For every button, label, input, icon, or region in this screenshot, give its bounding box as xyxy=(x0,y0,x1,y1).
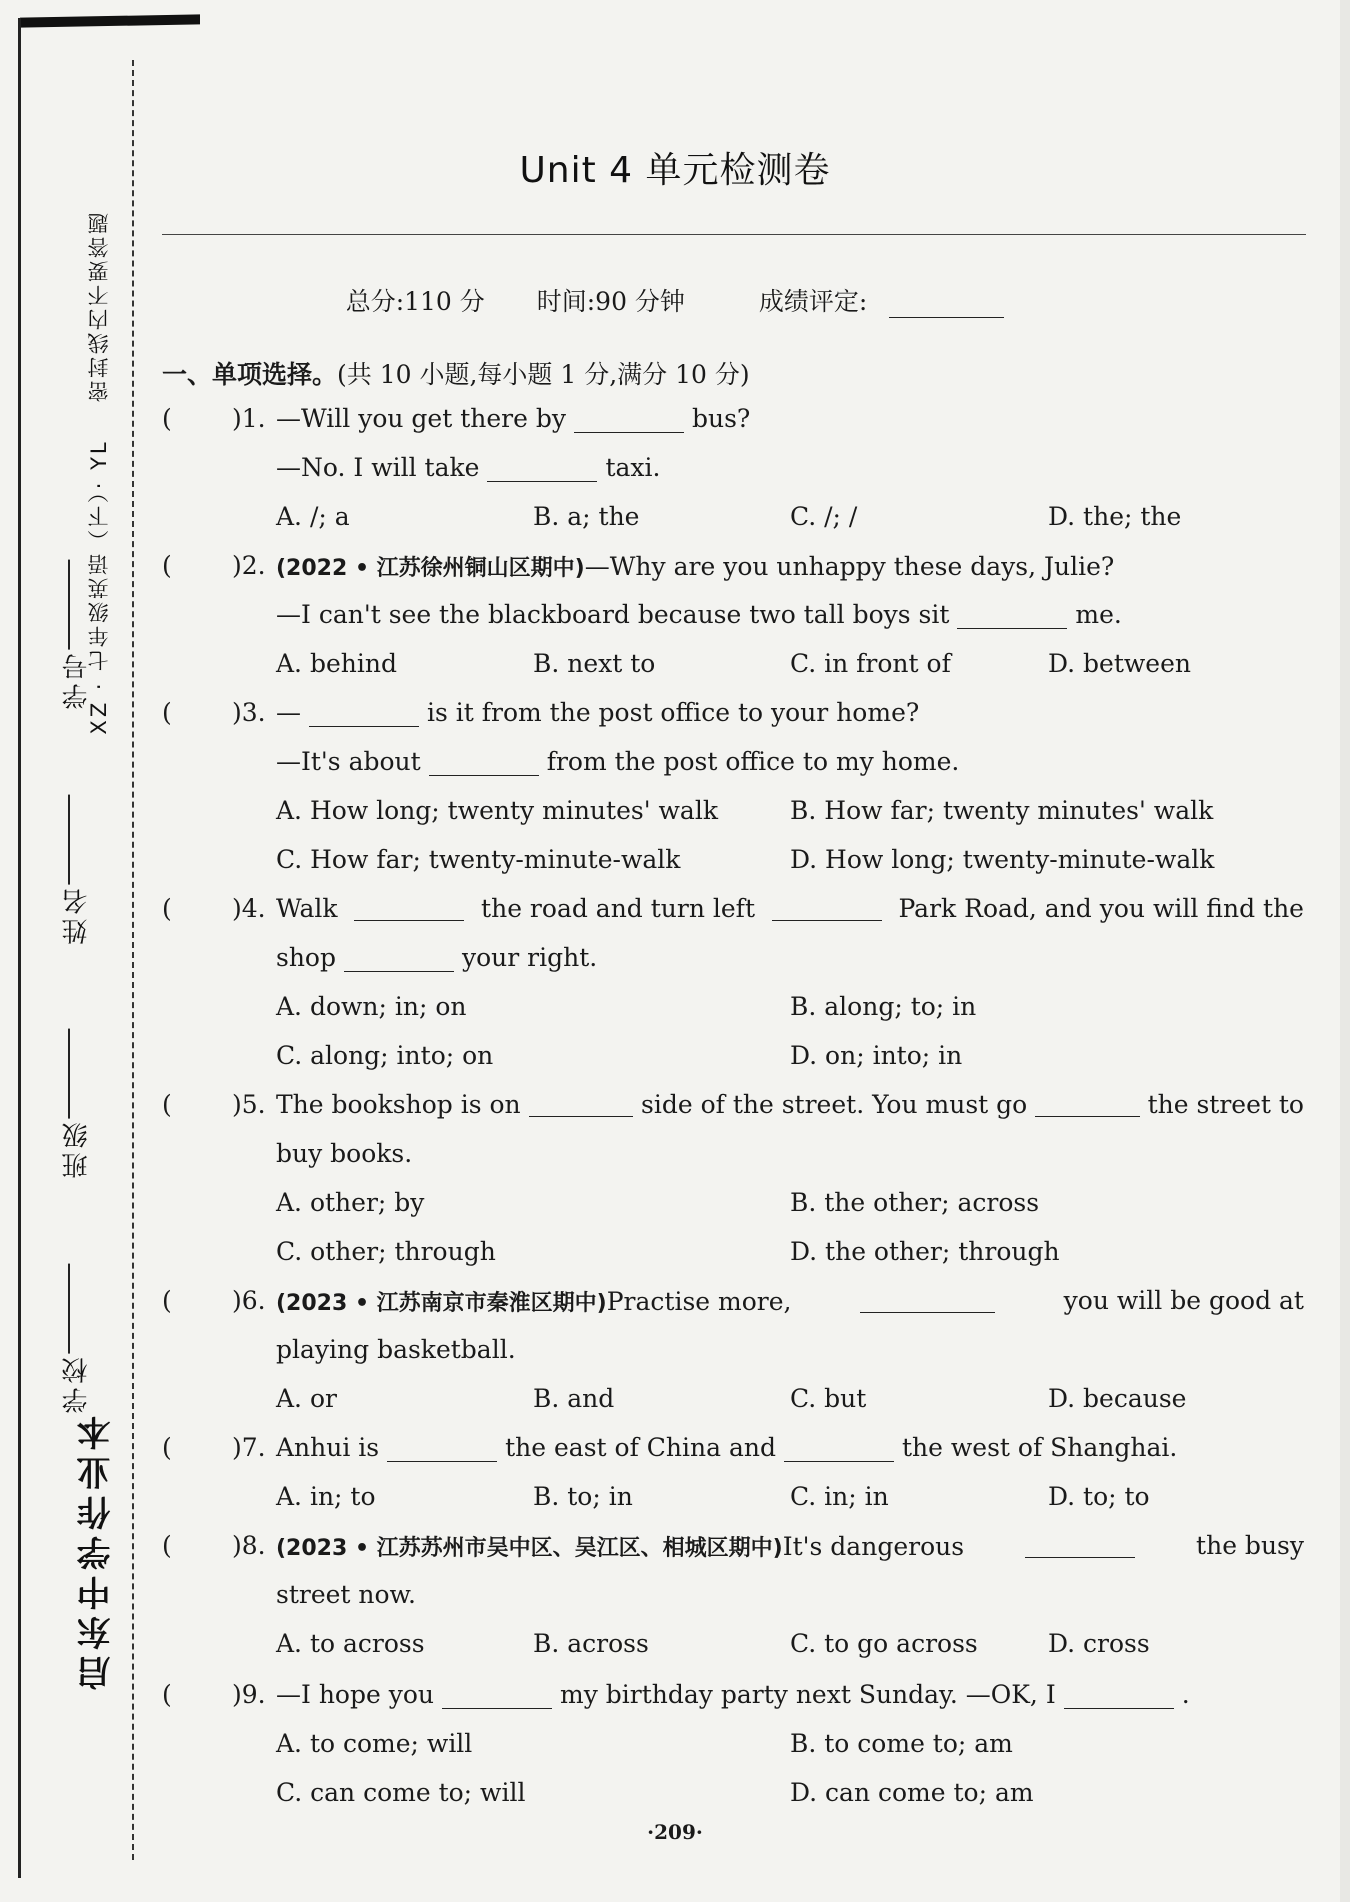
blank[interactable] xyxy=(860,1286,995,1313)
answer-bracket[interactable]: ( xyxy=(162,1286,172,1315)
exam-time: 时间:90 分钟 xyxy=(536,287,685,316)
option-d[interactable]: D. to; to xyxy=(1048,1482,1150,1511)
page-number: ·209· xyxy=(647,1820,703,1844)
blank[interactable] xyxy=(442,1682,552,1709)
blank[interactable] xyxy=(487,455,597,482)
blank[interactable] xyxy=(574,406,684,433)
answer-bracket[interactable]: ( xyxy=(162,1090,172,1119)
option-c[interactable]: C. along; into; on xyxy=(276,1041,494,1070)
option-a[interactable]: A. or xyxy=(276,1384,337,1413)
option-c[interactable]: C. can come to; will xyxy=(276,1778,526,1807)
option-b[interactable]: B. the other; across xyxy=(790,1188,1040,1217)
option-d[interactable]: D. the; the xyxy=(1048,502,1182,531)
answer-bracket[interactable]: ( xyxy=(162,1433,172,1462)
blank[interactable] xyxy=(309,700,419,727)
option-b[interactable]: B. How far; twenty minutes' walk xyxy=(790,796,1214,825)
option-a[interactable]: A. behind xyxy=(276,649,397,678)
option-a[interactable]: A. /; a xyxy=(276,502,350,531)
option-c[interactable]: C. but xyxy=(790,1384,867,1413)
blank[interactable] xyxy=(1035,1090,1139,1117)
option-d[interactable]: D. can come to; am xyxy=(790,1778,1034,1807)
book-code: XZ · 七年级英语（下）· YL xyxy=(87,439,111,735)
seal-cut-line xyxy=(132,60,134,1860)
answer-bracket[interactable]: ( xyxy=(162,404,172,433)
blank[interactable] xyxy=(957,602,1067,629)
answer-bracket[interactable]: ( xyxy=(162,1531,172,1560)
blank[interactable] xyxy=(1025,1531,1135,1558)
option-d[interactable]: D. on; into; in xyxy=(790,1041,963,1070)
grade-field: 成绩评定: xyxy=(737,287,1004,316)
option-a[interactable]: A. to across xyxy=(276,1629,425,1658)
option-c[interactable]: C. How far; twenty-minute-walk xyxy=(276,845,681,874)
blank[interactable] xyxy=(772,894,882,921)
seal-warning-text: 密封线内不要答题 xyxy=(87,210,111,402)
option-a[interactable]: A. to come; will xyxy=(276,1729,473,1758)
page-title: Unit 4 单元检测卷 xyxy=(519,150,831,191)
answer-bracket[interactable]: ( xyxy=(162,551,172,580)
option-c[interactable]: C. /; / xyxy=(790,502,858,531)
blank[interactable] xyxy=(354,894,464,921)
exam-meta xyxy=(0,282,1350,318)
blank[interactable] xyxy=(1064,1682,1174,1709)
answer-bracket[interactable]: ( xyxy=(162,698,172,727)
option-c[interactable]: C. other; through xyxy=(276,1237,496,1266)
workbook-brand: 启东中学作业本 xyxy=(77,1410,117,1690)
option-d[interactable]: D. How long; twenty-minute-walk xyxy=(790,845,1215,874)
option-b[interactable]: B. to come to; am xyxy=(790,1729,1013,1758)
option-a[interactable]: A. other; by xyxy=(276,1188,425,1217)
option-b[interactable]: B. along; to; in xyxy=(790,992,977,1021)
blank[interactable] xyxy=(429,749,539,776)
scan-edge-shadow xyxy=(20,14,200,27)
option-a[interactable]: A. How long; twenty minutes' walk xyxy=(276,796,718,825)
option-b[interactable]: B. next to xyxy=(533,649,656,678)
option-d[interactable]: D. between xyxy=(1048,649,1191,678)
option-d[interactable]: D. cross xyxy=(1048,1629,1150,1658)
option-d[interactable]: D. the other; through xyxy=(790,1237,1060,1266)
section-heading: 一、单项选择。(共 10 小题,每小题 1 分,满分 10 分) xyxy=(162,360,750,389)
answer-bracket[interactable]: ( xyxy=(162,1680,172,1709)
answer-bracket[interactable]: ( xyxy=(162,894,172,923)
question-source: (2023 • 江苏南京市秦淮区期中) xyxy=(276,1291,607,1316)
field-school: 学校 xyxy=(62,1353,92,1414)
option-b[interactable]: B. and xyxy=(533,1384,615,1413)
option-d[interactable]: D. because xyxy=(1048,1384,1187,1413)
blank[interactable] xyxy=(529,1090,633,1117)
option-c[interactable]: C. in; in xyxy=(790,1482,889,1511)
question-source: (2022 • 江苏徐州铜山区期中) xyxy=(276,556,585,581)
question-source: (2023 • 江苏苏州市吴中区、吴江区、相城区期中) xyxy=(276,1536,783,1561)
field-class: 班级 xyxy=(62,1119,92,1180)
option-b[interactable]: B. to; in xyxy=(533,1482,633,1511)
blank[interactable] xyxy=(784,1435,894,1462)
blank[interactable] xyxy=(344,945,454,972)
grade-blank[interactable] xyxy=(889,293,1004,318)
option-a[interactable]: A. down; in; on xyxy=(276,992,467,1021)
field-name: 姓名 xyxy=(62,884,92,945)
option-c[interactable]: C. to go across xyxy=(790,1629,978,1658)
option-b[interactable]: B. across xyxy=(533,1629,649,1658)
option-c[interactable]: C. in front of xyxy=(790,649,951,678)
blank[interactable] xyxy=(387,1435,497,1462)
title-divider xyxy=(162,234,1306,235)
field-student-id: 学号 xyxy=(62,650,92,710)
total-score: 总分:110 分 xyxy=(345,287,485,316)
option-b[interactable]: B. a; the xyxy=(533,502,640,531)
option-a[interactable]: A. in; to xyxy=(276,1482,376,1511)
